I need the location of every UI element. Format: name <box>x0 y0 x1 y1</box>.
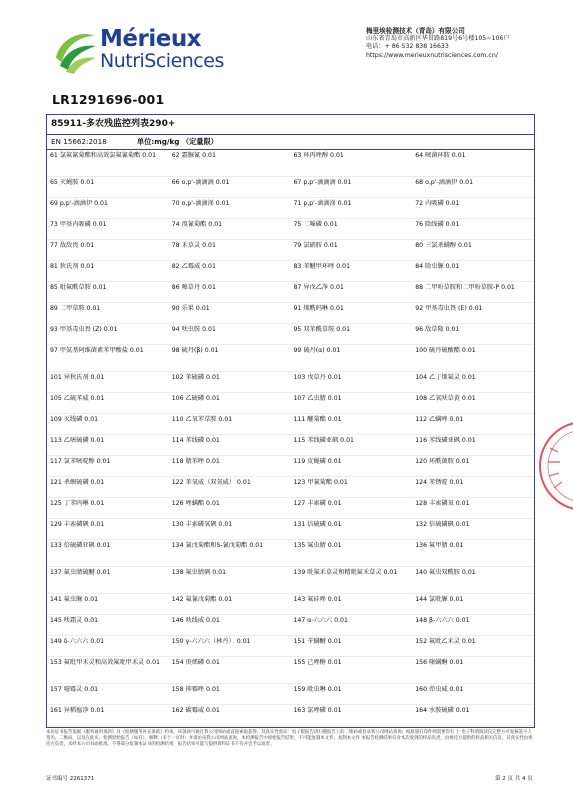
pesticide-cell: 77 敌敌畏 0.01 <box>47 240 169 261</box>
table-title: 85911-多农残监控列表290+ <box>47 115 534 135</box>
pesticide-cell: 76 除线磷 0.01 <box>412 219 534 240</box>
pesticide-cell <box>169 726 291 729</box>
unit-label: 单位:mg/kg （定量限） <box>137 137 218 146</box>
pesticide-cell: 105 乙硫苯威 0.01 <box>47 393 169 414</box>
pesticide-cell: 71 p,p'-滴滴涕 0.01 <box>291 198 413 219</box>
pesticide-cell: 90 乐果 0.01 <box>169 303 291 324</box>
table-row <box>47 684 534 705</box>
table-row <box>47 726 534 729</box>
pesticide-cell: 135 氟虫腈 0.01 <box>291 540 413 567</box>
pesticide-cell: 117 氯苯嘧啶醇 0.01 <box>47 456 169 477</box>
pesticide-cell: 159 吡虫啉 0.01 <box>291 684 413 705</box>
pesticide-cell: 83 苯醚甲环唑 0.01 <box>291 261 413 282</box>
pesticide-cell: 139 吡氟禾草灵和精吡氟禾草灵 0.01 <box>291 567 413 594</box>
pesticide-cell: 61 氯氟氰菊酯和高效氯氟氰菊酯 0.01 <box>47 150 169 177</box>
pesticide-cell: 119 皮蝇磷 0.01 <box>291 456 413 477</box>
pesticide-cell: 160 茚虫威 0.01 <box>412 684 534 705</box>
pesticide-cell: 107 乙虫腈 0.01 <box>291 393 413 414</box>
pesticide-cell: 111 醚菊酯 0.01 <box>291 414 413 435</box>
table-row <box>47 477 534 498</box>
pesticide-cell: 115 苯线磷亚砜 0.01 <box>291 435 413 456</box>
pesticide-cell: 91 烯酰吗啉 0.01 <box>291 303 413 324</box>
pesticide-cell: 66 o,p'-滴滴滴 0.01 <box>169 177 291 198</box>
logo-text-nutrisciences: NutriSciences <box>100 50 224 72</box>
pesticide-cell <box>412 726 534 729</box>
table-row <box>47 435 534 456</box>
pesticide-cell: 147 α-六六六 0.01 <box>291 615 413 636</box>
pesticide-cell: 92 甲基毒虫畏 (E) 0.01 <box>412 303 534 324</box>
pesticide-cell: 145 呋霜灵 0.01 <box>47 615 169 636</box>
pesticide-cell: 101 异狄氏剂 0.01 <box>47 372 169 393</box>
pesticide-cell: 132 倍硫磷砜 0.01 <box>412 519 534 540</box>
pesticide-cell: 140 氟虫双酰胺 0.01 <box>412 567 534 594</box>
pesticide-cell: 106 乙硫磷 0.01 <box>169 393 291 414</box>
table-row <box>47 345 534 372</box>
table-row <box>47 636 534 657</box>
table-row <box>47 372 534 393</box>
pesticide-cell: 162 碳霉威 0.01 <box>169 705 291 726</box>
footnote-terms: 本份证书报告依据《服务通用条款》及《检测服务补充条款》约束，该条款可通过我公司网站或直接索取获得。其真实性验证：电子版报告请扫描报告上的二维码或登录我公司网站查询；纸质版打印件则需要印有 上 电子科明阅读仪完整方可复核签字人签名、二维码，以及在此页。检测原始报告（如有）、解释（多于一页时）并请访问我公司网站查询，本检测报告中原始报告结果，不可能复制本文件。复制本文件 本报告检测结果仅对本次收到的样品负责，由委托方提供的样品相关信息，其真实性由委托方负责。未经本公司书面批准，不得部分复制本证书的检测结果，报告结果可能与提供资料证书不符并会予以追责。 <box>46 730 533 747</box>
pesticide-cell: 64 嘧菌环胺 0.01 <box>412 150 534 177</box>
report-number: LR1291696-001 <box>52 92 165 107</box>
pesticide-cell: 157 噁霉灵 0.01 <box>47 684 169 705</box>
pesticide-cell: 69 p,p'-滴滴伊 0.01 <box>47 198 169 219</box>
table-row <box>47 261 534 282</box>
inspection-seal-stamp <box>536 418 573 514</box>
pesticide-cell: 113 乙嘧硫磷 0.01 <box>47 435 169 456</box>
table-row <box>47 393 534 414</box>
pesticide-cell: 88 二甲吩草胺和二甲吩草胺-P 0.01 <box>412 282 534 303</box>
pesticide-cell: 158 抑霉唑 0.01 <box>169 684 291 705</box>
pesticide-cell: 120 环酰菌胺 0.01 <box>412 456 534 477</box>
pesticide-cell: 62 霜脲氰 0.01 <box>169 150 291 177</box>
table-row <box>47 615 534 636</box>
pesticide-cell: 155 己唑醇 0.01 <box>291 657 413 684</box>
table-row <box>47 567 534 594</box>
pesticide-cell: 128 丰索磷氧 0.01 <box>412 498 534 519</box>
pesticide-cell: 74 溴氰菊酯 0.01 <box>169 219 291 240</box>
pesticide-cell: 81 狄氏剂 0.01 <box>47 261 169 282</box>
pesticide-cell: 103 戊草丹 0.01 <box>291 372 413 393</box>
pesticide-cell: 72 内吸磷 0.01 <box>412 198 534 219</box>
company-phone: 电话：+ 86 532 838 16633 <box>366 43 449 51</box>
pesticide-cell: 86 噻草丹 0.01 <box>169 282 291 303</box>
pesticide-cell: 82 乙霉威 0.01 <box>169 261 291 282</box>
page-number: 第 2 页 共 4 页 <box>495 776 533 782</box>
table-row <box>47 414 534 435</box>
merieux-logo <box>52 26 224 78</box>
table-row <box>47 705 534 726</box>
table-row <box>47 519 534 540</box>
company-address: 山东省青岛市高新区华贯路819号6号楼105~106户 <box>366 35 510 43</box>
table-row <box>47 456 534 477</box>
pesticide-cell: 121 杀螟硫磷 0.01 <box>47 477 169 498</box>
pesticide-cell: 153 氟吡甲禾灵和高效氟吡甲禾灵 0.01 <box>47 657 169 684</box>
pesticide-cell: 112 乙螨唑 0.01 <box>412 414 534 435</box>
pesticide-cell: 134 氰戊菊酯和S-氰戊菊酯 0.01 <box>169 540 291 567</box>
pesticide-cell: 122 苯氧威（双氧威） 0.01 <box>169 477 291 498</box>
pesticide-cell: 96 敌草隆 0.01 <box>412 324 534 345</box>
pesticide-cell: 131 倍硫磷 0.01 <box>291 519 413 540</box>
pesticide-cell: 95 双苯酰草胺 0.01 <box>291 324 413 345</box>
table-row <box>47 198 534 219</box>
pesticide-cell: 146 呋线威 0.01 <box>169 615 291 636</box>
pesticide-list-table <box>47 150 534 728</box>
pesticide-cell: 79 氯硝胺 0.01 <box>291 240 413 261</box>
pesticide-cell: 99 硫丹(α) 0.01 <box>291 345 413 372</box>
pesticide-cell: 136 氟甲腈 0.01 <box>412 540 534 567</box>
pesticide-cell: 93 甲基毒虫畏 (Z) 0.01 <box>47 324 169 345</box>
certificate-number: 证书编号 2261371 <box>46 776 95 782</box>
table-row <box>47 150 534 177</box>
pesticide-cell: 163 氯唑磷 0.01 <box>291 705 413 726</box>
method-standard: EN 15662:2018 <box>51 137 107 146</box>
pesticide-cell: 108 乙氧呋草黄 0.01 <box>412 393 534 414</box>
pesticide-cell: 65 灭蝇胺 0.01 <box>47 177 169 198</box>
results-table-box <box>46 114 535 728</box>
pesticide-cell: 127 丰索磷 0.01 <box>291 498 413 519</box>
pesticide-cell: 68 o,p'-滴滴伊 0.01 <box>412 177 534 198</box>
pesticide-cell: 133 倍硫磷亚砜 0.01 <box>47 540 169 567</box>
pesticide-cell: 143 氟硅唑 0.01 <box>291 594 413 615</box>
table-row <box>47 540 534 567</box>
pesticide-cell: 70 o,p'-滴滴涕 0.01 <box>169 198 291 219</box>
pesticide-cell: 137 氟虫腈硫醚 0.01 <box>47 567 169 594</box>
pesticide-cell: 67 p,p'-滴滴滴 0.01 <box>291 177 413 198</box>
pesticide-cell: 94 呋虫胺 0.01 <box>169 324 291 345</box>
company-info <box>366 27 510 60</box>
table-row <box>47 177 534 198</box>
pesticide-cell: 149 δ-六六六 0.01 <box>47 636 169 657</box>
pesticide-cell: 97 甲氨基阿维菌素苯甲酸盐 0.01 <box>47 345 169 372</box>
pesticide-cell: 164 水胺硫磷 0.01 <box>412 705 534 726</box>
pesticide-cell: 150 γ-六六六（林丹） 0.01 <box>169 636 291 657</box>
pesticide-cell: 85 吡氟酰草胺 0.01 <box>47 282 169 303</box>
pesticide-cell: 144 氯吡脲 0.01 <box>412 594 534 615</box>
pesticide-cell <box>47 726 169 729</box>
pesticide-cell: 63 环丙唑醇 0.01 <box>291 150 413 177</box>
pesticide-cell: 87 异戊乙净 0.01 <box>291 282 413 303</box>
pesticide-cell: 161 异稻瘟净 0.01 <box>47 705 169 726</box>
pesticide-cell: 89 二甲草胺 0.01 <box>47 303 169 324</box>
pesticide-cell: 100 硫丹硫酸酯 0.01 <box>412 345 534 372</box>
method-row <box>47 135 534 150</box>
company-url[interactable]: https://www.merieuxnutrisciences.com.cn/ <box>366 51 498 59</box>
pesticide-cell: 130 丰索磷氧砜 0.01 <box>169 519 291 540</box>
pesticide-cell: 156 噻螨酮 0.01 <box>412 657 534 684</box>
pesticide-cell <box>291 726 413 729</box>
pesticide-cell: 75 二嗪磷 0.01 <box>291 219 413 240</box>
pesticide-cell: 114 苯线磷 0.01 <box>169 435 291 456</box>
pesticide-cell: 109 灭线磷 0.01 <box>47 414 169 435</box>
table-row <box>47 282 534 303</box>
pesticide-cell: 123 甲氰菊酯 0.01 <box>291 477 413 498</box>
pesticide-cell: 125 丁苯吗啉 0.01 <box>47 498 169 519</box>
pesticide-cell: 152 氟吡乙禾灵 0.01 <box>412 636 534 657</box>
company-name: 梅里埃检测技术（青岛）有限公司 <box>366 27 465 35</box>
merieux-swirl-logo-icon <box>52 28 98 74</box>
pesticide-cell: 148 β-六六六 0.01 <box>412 615 534 636</box>
pesticide-cell: 124 苯锈啶 0.01 <box>412 477 534 498</box>
pesticide-cell: 110 乙氧苯草胺 0.01 <box>169 414 291 435</box>
table-row <box>47 657 534 684</box>
pesticide-cell: 84 除虫脲 0.01 <box>412 261 534 282</box>
pesticide-cell: 118 腈苯唑 0.01 <box>169 456 291 477</box>
pesticide-cell: 129 丰索磷砜 0.01 <box>47 519 169 540</box>
pesticide-cell: 104 乙丁烯氟灵 0.01 <box>412 372 534 393</box>
pesticide-cell: 154 庚烯磷 0.01 <box>169 657 291 684</box>
table-row <box>47 219 534 240</box>
pesticide-cell: 102 苯硫磷 0.01 <box>169 372 291 393</box>
pesticide-cell: 116 苯线磷亚砜 0.01 <box>412 435 534 456</box>
pesticide-cell: 80 三氯杀螨醇 0.01 <box>412 240 534 261</box>
table-row <box>47 324 534 345</box>
table-row <box>47 240 534 261</box>
table-row <box>47 594 534 615</box>
pesticide-cell: 98 硫丹(β) 0.01 <box>169 345 291 372</box>
pesticide-cell: 126 唑螨酯 0.01 <box>169 498 291 519</box>
table-row <box>47 498 534 519</box>
pesticide-cell: 142 氟氰戊菊酯 0.01 <box>169 594 291 615</box>
pesticide-cell: 78 禾草灵 0.01 <box>169 240 291 261</box>
pesticide-cell: 73 甲基内吸磷 0.01 <box>47 219 169 240</box>
logo-text-merieux: Mérieux <box>100 26 202 52</box>
pesticide-cell: 141 氟虫脲 0.01 <box>47 594 169 615</box>
pesticide-cell: 151 苄螨醚 0.01 <box>291 636 413 657</box>
table-row <box>47 303 534 324</box>
pesticide-cell: 138 氟虫腈砜 0.01 <box>169 567 291 594</box>
